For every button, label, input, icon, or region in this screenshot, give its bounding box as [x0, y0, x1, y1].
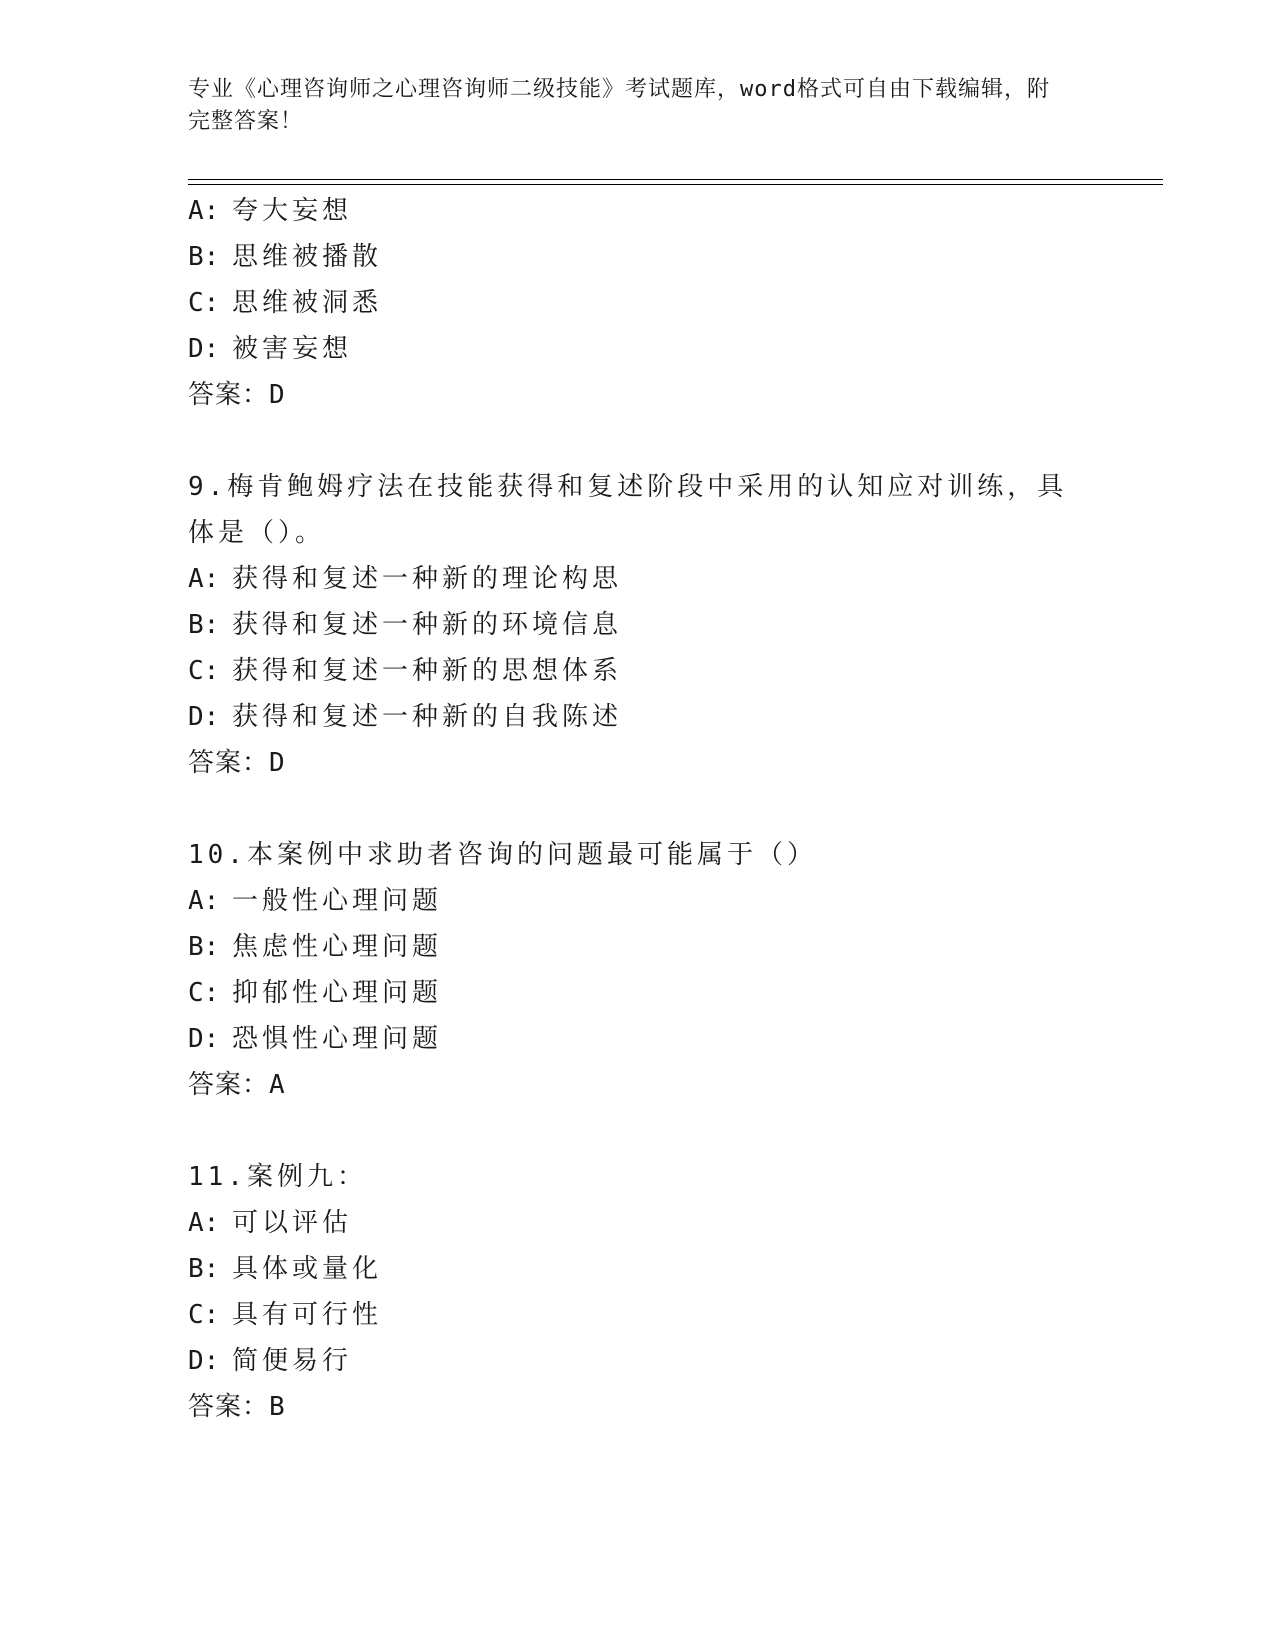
question-list — [188, 188, 1088, 1476]
option-key: C: — [188, 288, 220, 318]
option-c — [188, 648, 1088, 694]
question-prompt: 10.本案例中求助者咨询的问题最可能属于（） — [188, 840, 817, 870]
option-text: 可以评估 — [232, 1208, 353, 1238]
option-text: 具有可行性 — [232, 1300, 383, 1330]
option-key: C: — [188, 1300, 220, 1330]
option-text: 具体或量化 — [232, 1254, 383, 1284]
answer-value: D — [269, 380, 286, 410]
option-text: 恐惧性心理问题 — [232, 1024, 443, 1054]
option-text: 获得和复述一种新的理论构思 — [232, 564, 623, 594]
question-block — [188, 1154, 1088, 1430]
option-key: C: — [188, 978, 220, 1008]
option-key: B: — [188, 610, 220, 640]
answer-line — [188, 372, 1088, 418]
option-key: D: — [188, 334, 220, 364]
answer-value: D — [269, 748, 286, 778]
option-key: A: — [188, 564, 220, 594]
answer-line — [188, 740, 1088, 786]
option-c — [188, 280, 1088, 326]
option-text: 被害妄想 — [232, 334, 353, 364]
option-c — [188, 1292, 1088, 1338]
option-key: A: — [188, 196, 220, 226]
question-block — [188, 464, 1088, 786]
option-c — [188, 970, 1088, 1016]
option-text: 思维被播散 — [232, 242, 383, 272]
answer-value: B — [269, 1392, 286, 1422]
question-prompt: 11.案例九： — [188, 1162, 367, 1192]
option-key: B: — [188, 932, 220, 962]
option-text: 获得和复述一种新的自我陈述 — [232, 702, 623, 732]
option-b — [188, 1246, 1088, 1292]
answer-label: 答案： — [188, 1392, 270, 1422]
option-key: B: — [188, 1254, 220, 1284]
option-key: C: — [188, 656, 220, 686]
question-prompt: 9.梅肯鲍姆疗法在技能获得和复述阶段中采用的认知应对训练，具体是（）。 — [188, 472, 1068, 548]
option-text: 简便易行 — [232, 1346, 353, 1376]
option-text: 夸大妄想 — [232, 196, 353, 226]
answer-line — [188, 1384, 1088, 1430]
option-text: 焦虑性心理问题 — [232, 932, 443, 962]
answer-label: 答案： — [188, 1070, 270, 1100]
option-key: A: — [188, 1208, 220, 1238]
option-text: 一般性心理问题 — [232, 886, 443, 916]
question-block — [188, 188, 1088, 418]
header-divider-top — [188, 179, 1163, 180]
option-b — [188, 602, 1088, 648]
answer-label: 答案： — [188, 380, 270, 410]
option-text: 思维被洞悉 — [232, 288, 383, 318]
option-key: A: — [188, 886, 220, 916]
option-text: 获得和复述一种新的思想体系 — [232, 656, 623, 686]
option-a — [188, 878, 1088, 924]
header-divider-bottom — [188, 184, 1163, 185]
option-key: B: — [188, 242, 220, 272]
option-d — [188, 694, 1088, 740]
option-b — [188, 924, 1088, 970]
option-key: D: — [188, 1346, 220, 1376]
option-key: D: — [188, 702, 220, 732]
option-a — [188, 188, 1088, 234]
option-text: 获得和复述一种新的环境信息 — [232, 610, 623, 640]
answer-line — [188, 1062, 1088, 1108]
answer-label: 答案： — [188, 748, 270, 778]
option-d — [188, 326, 1088, 372]
question-block — [188, 832, 1088, 1108]
option-a — [188, 556, 1088, 602]
option-text: 抑郁性心理问题 — [232, 978, 443, 1008]
answer-value: A — [269, 1070, 286, 1100]
option-a — [188, 1200, 1088, 1246]
option-d — [188, 1338, 1088, 1384]
option-b — [188, 234, 1088, 280]
option-d — [188, 1016, 1088, 1062]
option-key: D: — [188, 1024, 220, 1054]
document-header: 专业《心理咨询师之心理咨询师二级技能》考试题库，word格式可自由下载编辑，附完整答案！ — [188, 77, 1050, 134]
